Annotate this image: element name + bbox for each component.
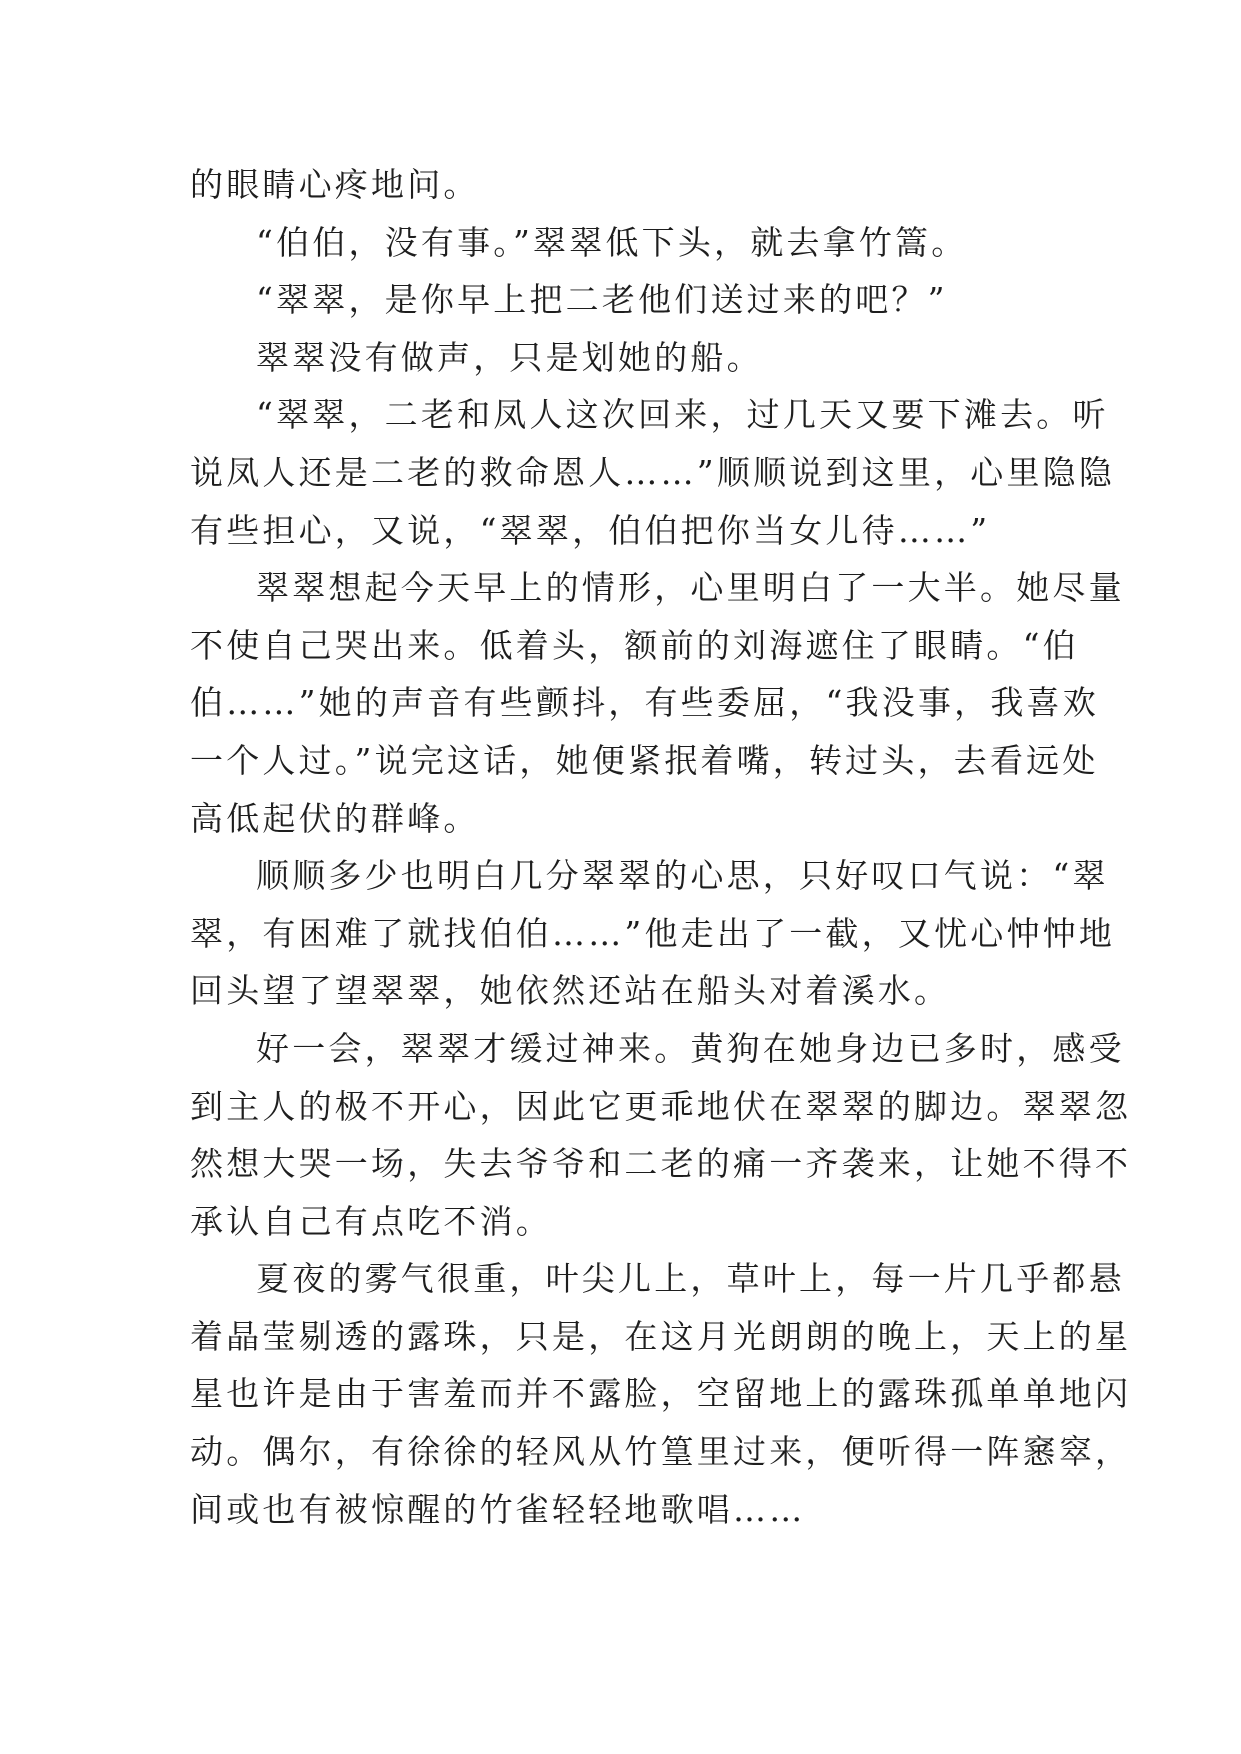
text-line: 好一会，翠翠才缓过神来。黄狗在她身边已多时，感受 <box>256 1028 1125 1068</box>
text-line: “翠翠，二老和凤人这次回来，过几天又要下滩去。听 <box>256 395 1109 435</box>
text-line: 说凤人还是二老的救命恩人……”顺顺说到这里，心里隐隐 <box>190 452 1116 492</box>
text-line: “伯伯，没有事。”翠翠低下头，就去拿竹篙。 <box>256 222 968 262</box>
text-line: 动。偶尔，有徐徐的轻风从竹篁里过来，便听得一阵窸窣， <box>190 1432 1132 1472</box>
text-line: 有些担心，又说，“翠翠，伯伯把你当女儿待……” <box>190 510 991 550</box>
text-line: 星也许是由于害羞而并不露脸，空留地上的露珠孤单单地闪 <box>190 1374 1132 1414</box>
text-line: 高低起伏的群峰。 <box>190 798 480 838</box>
text-line: “翠翠，是你早上把二老他们送过来的吧？” <box>256 280 948 320</box>
text-line: 到主人的极不开心，因此它更乖地伏在翠翠的脚边。翠翠忽 <box>190 1086 1132 1126</box>
text-line: 承认自己有点吃不消。 <box>190 1201 552 1241</box>
text-line: 回头望了望翠翠，她依然还站在船头对着溪水。 <box>190 971 951 1011</box>
text-line: 夏夜的雾气很重，叶尖儿上，草叶上，每一片几乎都悬 <box>256 1259 1125 1299</box>
text-line: 然想大哭一场，失去爷爷和二老的痛一齐袭来，让她不得不 <box>190 1144 1132 1184</box>
text-line: 翠翠没有做声，只是划她的船。 <box>256 337 763 377</box>
body-text <box>190 156 1132 1538</box>
text-line: 一个人过。”说完这话，她便紧抿着嘴，转过头，去看远处 <box>190 740 1099 780</box>
text-line: 着晶莹剔透的露珠，只是，在这月光朗朗的晚上，天上的星 <box>190 1316 1132 1356</box>
text-line: 翠翠想起今天早上的情形，心里明白了一大半。她尽量 <box>256 568 1125 608</box>
text-line: 伯……”她的声音有些颤抖，有些委屈，“我没事，我喜欢 <box>190 683 1099 723</box>
text-line: 顺顺多少也明白几分翠翠的心思，只好叹口气说：“翠 <box>256 856 1109 896</box>
text-line: 的眼睛心疼地问。 <box>190 165 480 204</box>
text-line: 间或也有被惊醒的竹雀轻轻地歌唱…… <box>190 1489 806 1529</box>
text-line: 不使自己哭出来。低着头，额前的刘海遮住了眼睛。“伯 <box>190 625 1079 665</box>
text-line: 翠，有困难了就找伯伯……”他走出了一截，又忧心忡忡地 <box>190 913 1116 953</box>
